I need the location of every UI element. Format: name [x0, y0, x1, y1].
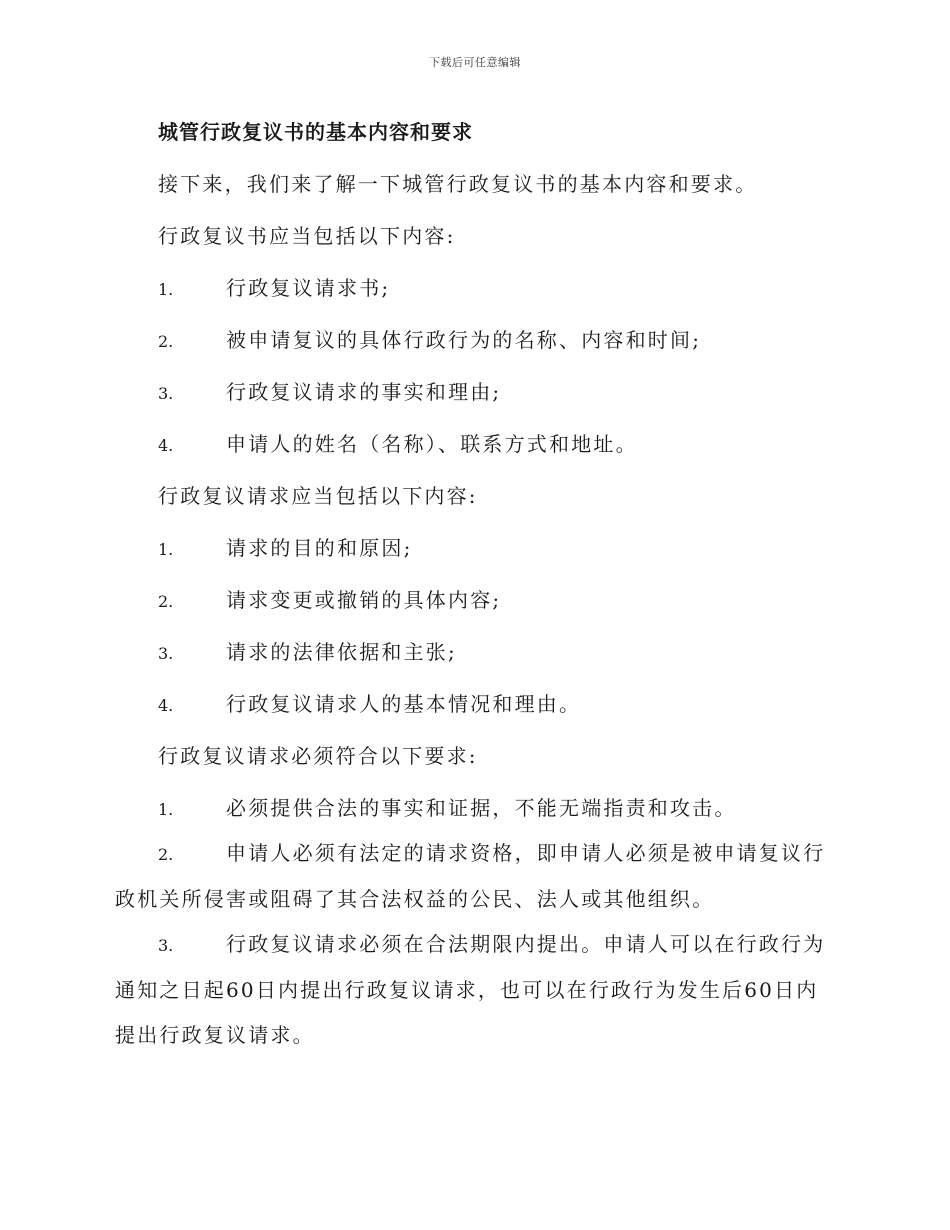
- list-item: [158, 636, 457, 665]
- list-item: [158, 324, 701, 353]
- list-item-number: 2.: [158, 845, 174, 864]
- section1-heading: 行政复议书应当包括以下内容:: [158, 224, 456, 248]
- list-item: [158, 688, 581, 717]
- page-header: 下载后可任意编辑: [429, 56, 521, 69]
- list-item-number: 4.: [158, 436, 174, 455]
- list-item-text: 请求变更或撤销的具体内容;: [226, 588, 502, 612]
- list-item: [158, 428, 638, 457]
- list-item-text: 必须提供合法的事实和证据，不能无端指责和攻击。: [226, 796, 737, 820]
- list-item-number: 1.: [158, 800, 174, 819]
- list-item-number: 3.: [158, 384, 174, 403]
- list-item-number: 2.: [158, 332, 174, 351]
- list-item: [158, 272, 390, 301]
- list-item-text: 行政复议请求书;: [226, 276, 391, 300]
- intro-paragraph: 接下来，我们来了解一下城管行政复议书的基本内容和要求。: [158, 172, 758, 196]
- document-title: 城管行政复议书的基本内容和要求: [158, 120, 473, 144]
- section3-heading: 行政复议请求必须符合以下要求:: [158, 744, 478, 768]
- section2-heading: 行政复议请求应当包括以下内容:: [158, 484, 478, 508]
- list-item-text: 申请人必须有法定的请求资格，即申请人必须是被申请复议行政机关所侵害或阻碍了其合法权益的公民、法人或其他组织。: [115, 841, 826, 911]
- list-item-wrapped: [115, 922, 835, 1058]
- list-item: [158, 584, 501, 613]
- list-item-text: 请求的法律依据和主张;: [226, 640, 457, 664]
- list-item-text: 被申请复议的具体行政行为的名称、内容和时间;: [226, 328, 702, 352]
- list-item-number: 3.: [158, 936, 174, 955]
- list-item-number: 1.: [158, 540, 174, 559]
- list-item-text: 行政复议请求的事实和理由;: [226, 380, 502, 404]
- list-item-number: 2.: [158, 592, 174, 611]
- list-item-text: 行政复议请求人的基本情况和理由。: [226, 692, 582, 716]
- list-item: [158, 532, 413, 561]
- list-item-number: 3.: [158, 644, 174, 663]
- list-item-text: 请求的目的和原因;: [226, 536, 413, 560]
- list-item-wrapped: [115, 831, 835, 922]
- list-item-number: 1.: [158, 280, 174, 299]
- list-item-number: 4.: [158, 696, 174, 715]
- list-item-text: 行政复议请求必须在合法期限内提出。申请人可以在行政行为通知之日起60日内提出行政复议请求，也可以在行政行为发生后60日内提出行政复议请求。: [115, 932, 826, 1047]
- list-item: [158, 792, 737, 821]
- list-item: [158, 376, 501, 405]
- list-item-text: 申请人的姓名（名称）、联系方式和地址。: [226, 432, 638, 456]
